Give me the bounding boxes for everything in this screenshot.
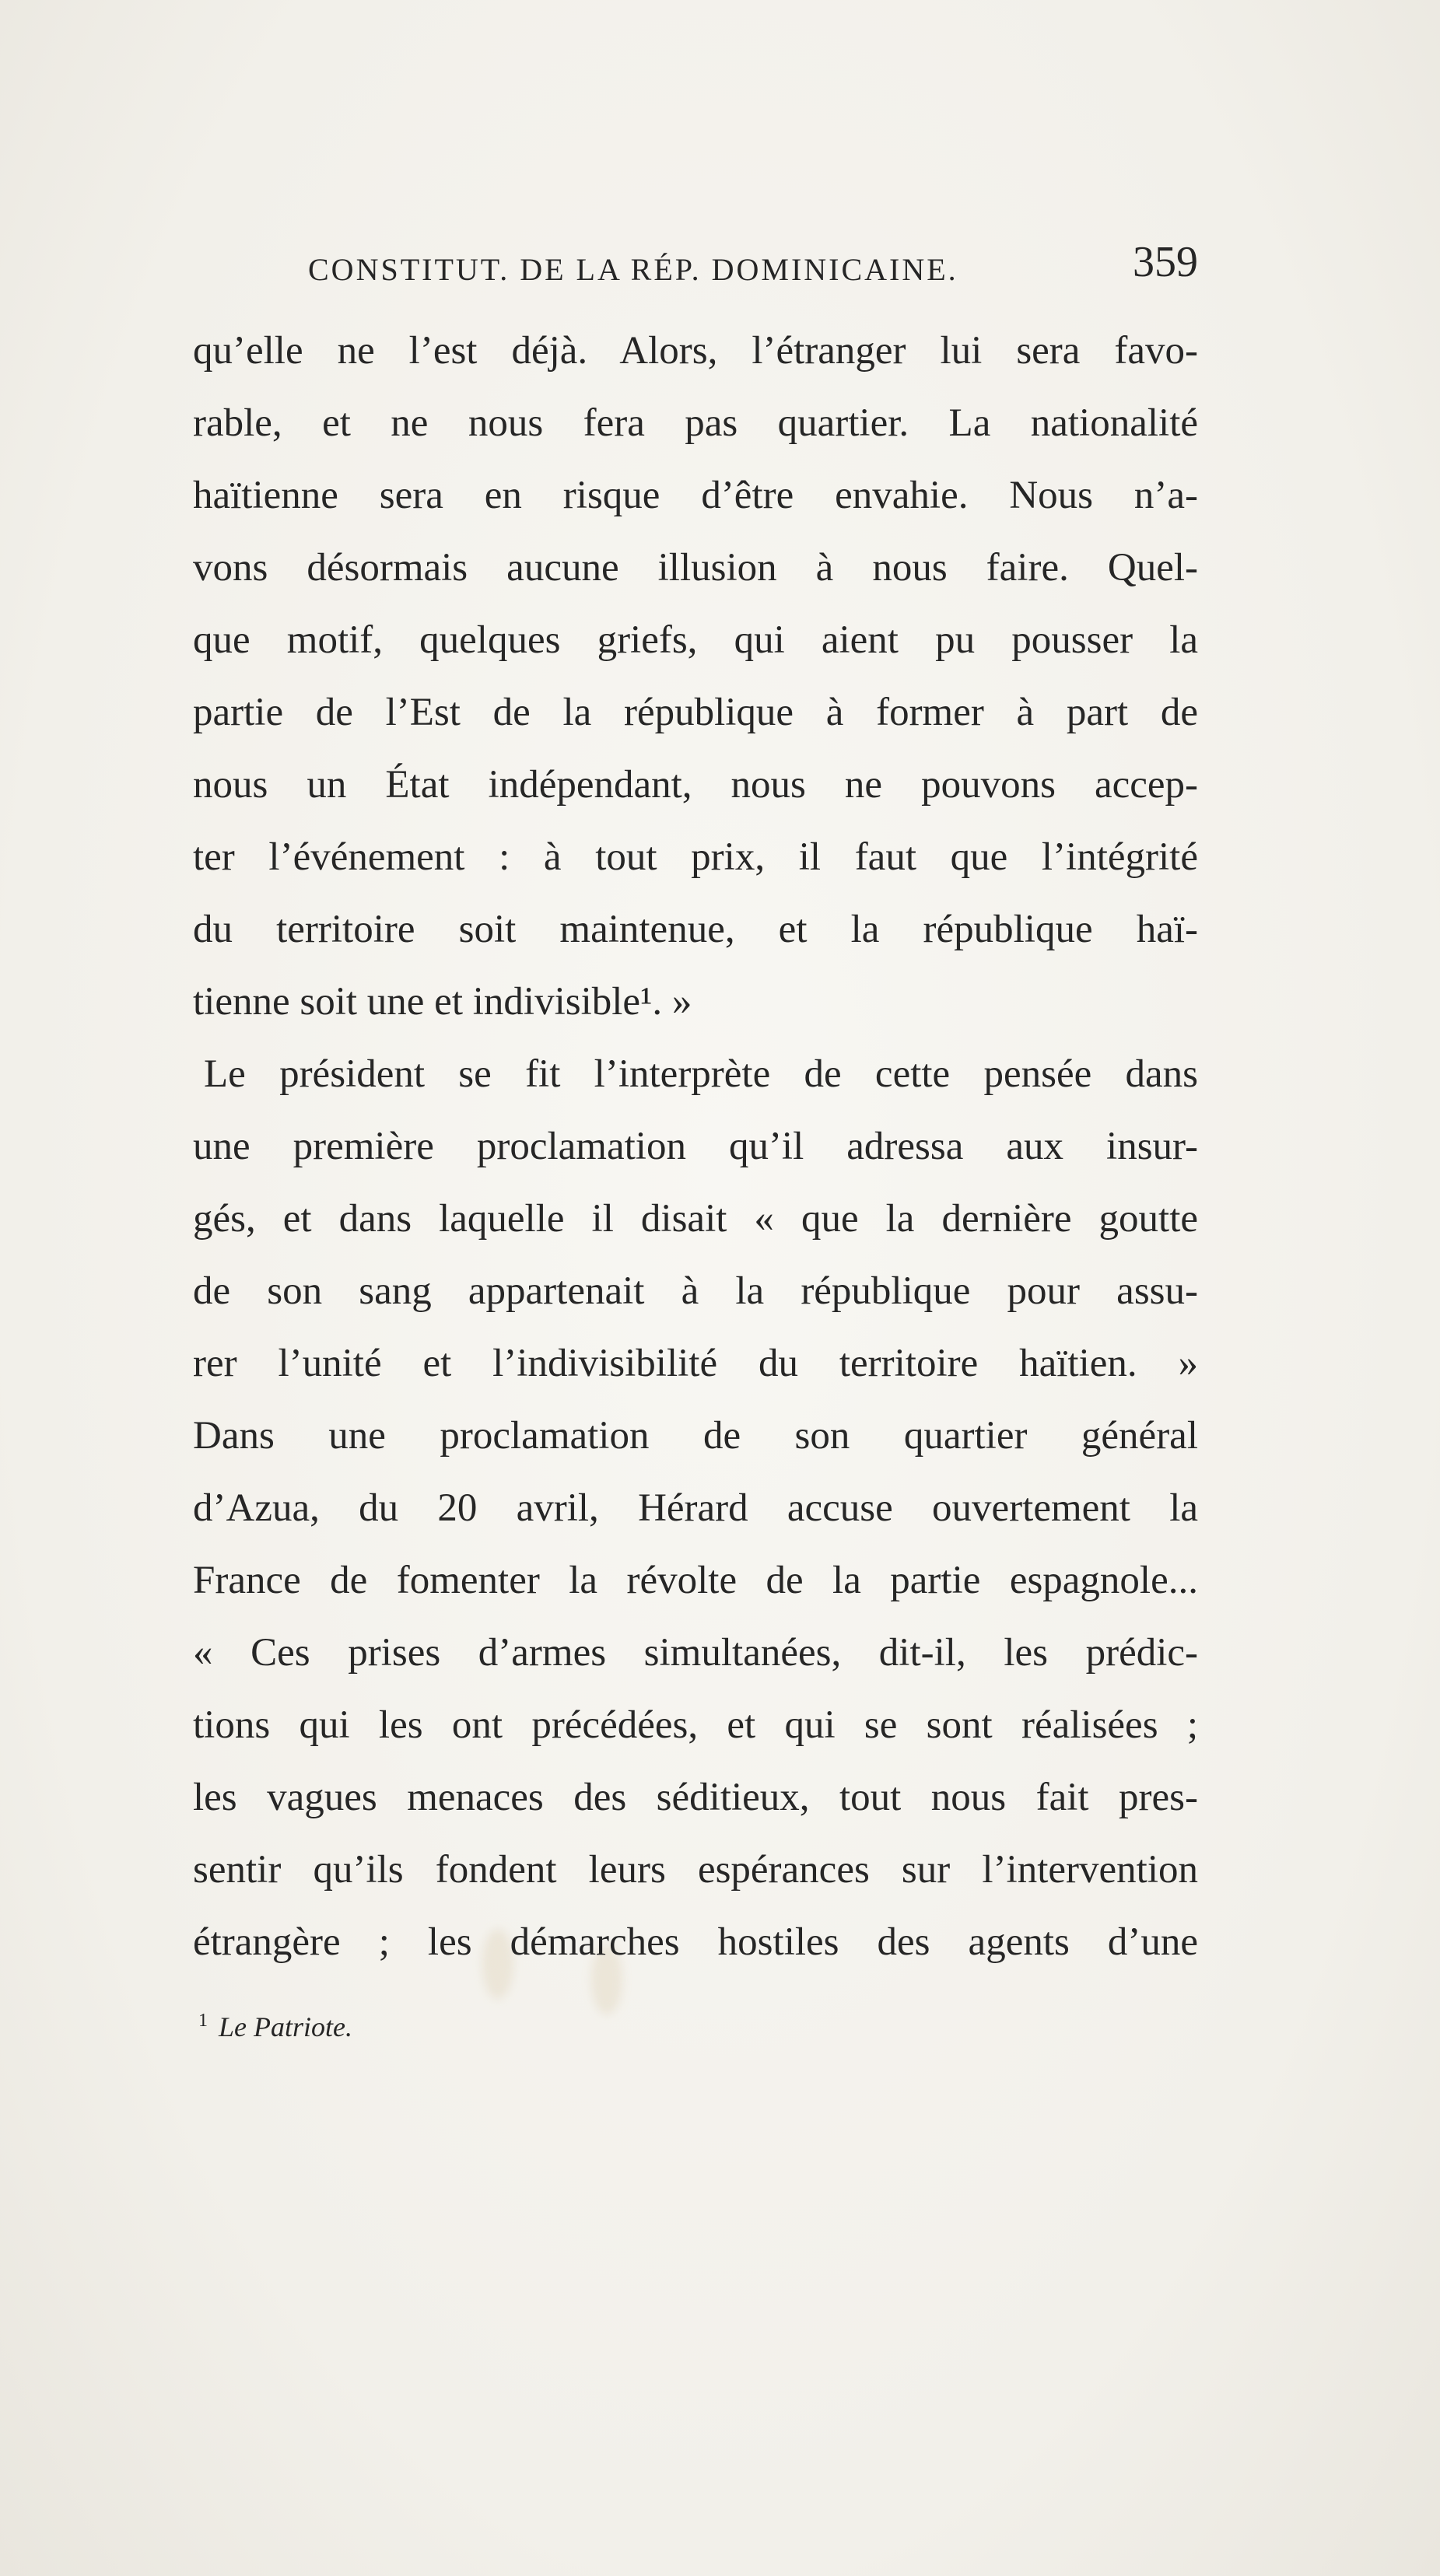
text-line: étrangère ; les démarches hostiles des agents d’une xyxy=(193,1920,1198,1964)
text-line: les vagues menaces des séditieux, tout nous fait pres- xyxy=(193,1776,1198,1819)
page-header xyxy=(193,237,1198,299)
text-line: rable, et ne nous fera pas quartier. La nationalité xyxy=(193,401,1198,445)
text-line: de son sang appartenait à la république pour assu- xyxy=(193,1269,1198,1313)
text-line: tienne soit une et indivisible¹. » xyxy=(193,980,692,1024)
text-line: haïtienne sera en risque d’être envahie. Nous n’a- xyxy=(193,474,1198,517)
footnote-text: Le Patriote. xyxy=(219,2011,352,2042)
text-line: que motif, quelques griefs, qui aient pu pousser la xyxy=(193,618,1198,662)
text-line: « Ces prises d’armes simultanées, dit-il, les prédic- xyxy=(193,1631,1198,1675)
body-text xyxy=(193,315,1198,1979)
text-line: nous un État indépendant, nous ne pouvons accep- xyxy=(193,763,1198,807)
text-line: tions qui les ont précédées, et qui se sont réalisées ; xyxy=(193,1703,1198,1747)
text-line: France de fomenter la révolte de la partie espagnole... xyxy=(193,1559,1198,1602)
text-line: qu’elle ne l’est déjà. Alors, l’étranger lui sera favo- xyxy=(193,329,1198,373)
text-line: Dans une proclamation de son quartier général xyxy=(193,1414,1198,1458)
running-title: CONSTITUT. DE LA RÉP. DOMINICAINE. xyxy=(308,252,958,287)
text-line: vons désormais aucune illusion à nous faire. Quel- xyxy=(193,546,1198,590)
text-line: une première proclamation qu’il adressa aux insur- xyxy=(193,1125,1198,1168)
page-number: 359 xyxy=(1133,238,1198,286)
text-line: ter l’événement : à tout prix, il faut que l’intégrité xyxy=(193,835,1198,879)
footnote-marker: 1 xyxy=(198,2011,208,2031)
text-line: du territoire soit maintenue, et la république haï- xyxy=(193,908,1198,951)
text-line: sentir qu’ils fondent leurs espérances sur l’intervention xyxy=(193,1848,1198,1892)
text-line: d’Azua, du 20 avril, Hérard accuse ouvertement la xyxy=(193,1486,1198,1530)
text-line: partie de l’Est de la république à former à part de xyxy=(193,691,1198,734)
footnote xyxy=(198,2011,352,2043)
text-line: rer l’unité et l’indivisibilité du territoire haïtien. » xyxy=(193,1342,1198,1385)
text-line: gés, et dans laquelle il disait « que la dernière goutte xyxy=(193,1197,1198,1241)
text-line: Le président se fit l’interprète de cette pensée dans xyxy=(204,1052,1198,1096)
